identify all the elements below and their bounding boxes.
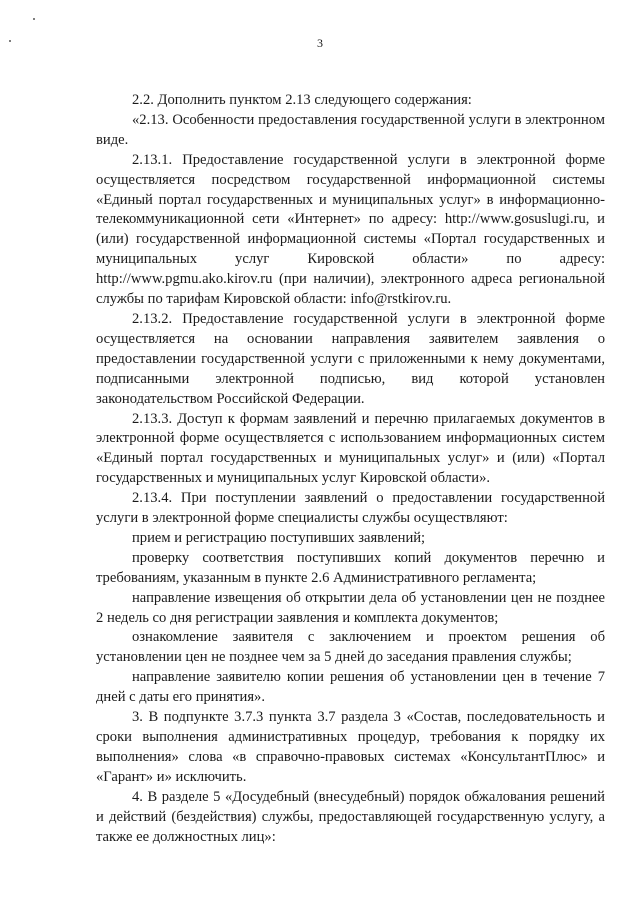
paragraph: «2.13. Особенности предоставления государственной услуги в электронном виде.	[96, 111, 605, 148]
scan-speck	[33, 18, 35, 20]
paragraph: 2.13.4. При поступлении заявлений о предоставлении государственной услуги в электронной форме специалисты службы осуществляют:	[96, 490, 605, 527]
paragraph: 2.2. Дополнить пунктом 2.13 следующего содержания:	[132, 92, 472, 108]
paragraph: 4. В разделе 5 «Досудебный (внесудебный) порядок обжалования решений и действий (бездействия) службы, предоставляющей государственную услугу, а также ее должностных лиц»:	[96, 788, 605, 845]
list-item: направление заявителю копии решения об установлении цен в течение 7 дней с даты его принятия».	[96, 669, 605, 706]
list-item: прием и регистрацию поступивших заявлений;	[132, 529, 426, 546]
paragraph: 2.13.3. Доступ к формам заявлений и перечню прилагаемых документов в электронной форме осуществляется с использованием информационных систем «Единый портал государственных и муниципальных услуг» и (или) «Портал государственных и муниципальных услуг Кировской области».	[96, 410, 605, 487]
list-item: проверку соответствия поступивших копий документов перечню и требованиям, указанным в пункте 2.6 Административного регламента;	[96, 549, 605, 586]
list-item: ознакомление заявителя с заключением и проектом решения об установлении цен не позднее чем за 5 дней до заседания правления службы;	[96, 629, 605, 666]
page-number: 3	[317, 36, 323, 50]
paragraph: 3. В подпункте 3.7.3 пункта 3.7 раздела 3 «Состав, последовательность и сроки выполнения административных процедур, требования к порядку их выполнения» слова «в справочно-правовых системах «КонсультантПлюс» и «Гарант» и» исключить.	[96, 709, 605, 785]
list-item: направление извещения об открытии дела об установлении цен не позднее 2 недель со дня регистрации заявления и комплекта документов;	[96, 589, 605, 626]
document-body	[96, 91, 605, 847]
paragraph: 2.13.2. Предоставление государственной услуги в электронной форме осуществляется на основании направления заявителем заявления о предоставлении государственной услуги с приложенными к нему документами, подписанными электронной подписью, вид которой установлен законодательством Российской Федерации.	[96, 310, 605, 407]
paragraph: 2.13.1. Предоставление государственной услуги в электронной форме осуществляется посредством государственной информационной системы «Единый портал государственных и муниципальных услуг» в информационно-телекоммуникационной сети «Интернет» по адресу: http://www.gosuslugi.ru, и (или) государственной информационной системы «Портал государственных и муниципальных услуг Кировской области» по адресу: http://www.pgmu.ako.kirov.ru (при наличии), электронного адреса региональной службы по тарифам Кировской области: info@rstkirov.ru.	[96, 151, 605, 308]
